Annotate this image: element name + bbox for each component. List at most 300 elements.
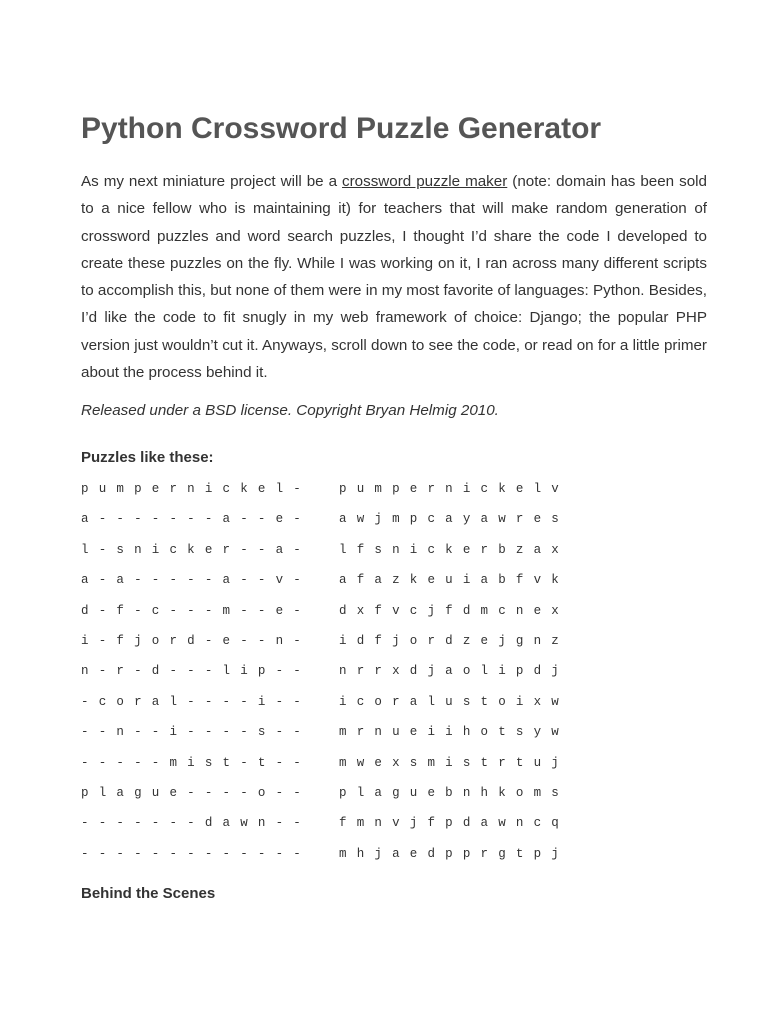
grid-cell: n [134,542,142,557]
grid-cell: e [533,603,542,618]
grid-cell: a [480,512,489,527]
grid-cell: p [81,482,89,496]
grid-cell: - [98,512,107,527]
grid-cell: g [134,785,142,800]
grid-cell: e [427,573,435,588]
grid-cell: n [257,816,266,831]
grid-cell: s [462,694,471,709]
grid-cell: f [374,633,382,648]
grid-cell: a [81,573,89,588]
grid-cell: u [409,785,418,800]
crossword-row [81,509,311,539]
grid-cell: - [204,694,213,709]
grid-cell: - [169,512,177,527]
grid-cell: s [257,725,266,740]
grid-cell: r [169,482,177,496]
grid-cell: e [151,482,160,496]
grid-cell: p [339,482,347,496]
grid-cell: k [551,573,559,588]
grid-cell: e [409,482,418,496]
grid-cell: d [533,664,542,679]
grid-cell: e [222,633,231,648]
grid-cell: - [240,573,248,588]
grid-cell: - [240,846,248,861]
grid-cell: - [81,816,89,831]
grid-cell: e [409,846,418,861]
grid-cell: w [240,816,248,831]
grid-cell: - [134,664,142,679]
grid-cell: l [339,542,347,557]
intro-text-after: (note: domain has been sold to a nice fellow who is maintaining it) for teachers that will make random generation of crossword puzzles and word search puzzles, I thought I’d share the code I developed to create these puzzles on the fly. While I was working on it, I ran across many different scripts to accomplish this, but none of them were in my most favorite of languages: Python. Besides, I’d like the code to fit snugly in my web framework of choice: Django; the popular PHP version just wouldn’t cut it. Anyways, scroll down to see the code, or read on for a little primer about the process behind it. [81,173,707,382]
grid-cell: - [98,633,107,648]
grid-cell: p [134,482,142,496]
grid-cell: s [551,785,559,800]
grid-cell: j [392,633,400,648]
intro-text-before: As my next miniature project will be a [81,173,343,190]
grid-cell: x [392,664,400,679]
grid-cell: d [462,816,471,831]
grid-cell: - [169,664,177,679]
intro-paragraph [81,168,707,386]
wordsearch-row [339,783,569,813]
grid-cell: - [293,755,301,770]
grid-cell: p [257,664,266,679]
grid-cell: n [462,785,471,800]
grid-cell: r [515,512,524,527]
grid-cell: x [551,603,559,618]
grid-cell: z [551,633,559,648]
grid-cell: k [445,542,453,557]
grid-cell: u [445,573,453,588]
grid-cell: - [169,573,177,588]
grid-cell: m [427,755,435,770]
grid-cell: - [222,694,231,709]
grid-cell: e [427,785,435,800]
grid-cell: v [392,816,400,831]
grid-cell: - [134,755,142,770]
crossword-row [81,601,311,631]
grid-cell: a [222,573,231,588]
grid-cell: p [81,785,89,800]
grid-cell: - [293,785,301,800]
grid-cell: j [551,846,559,861]
grid-cell: - [240,785,248,800]
grid-cell: h [480,785,489,800]
grid-cell: i [257,694,266,709]
wordsearch-row [339,813,569,843]
grid-cell: a [480,816,489,831]
grid-cell: - [151,816,160,831]
grid-cell: c [409,603,418,618]
grid-cell: - [275,664,284,679]
grid-cell: w [498,816,506,831]
grid-cell: n [81,664,89,679]
grid-cell: m [374,482,382,496]
grid-cell: i [81,633,89,648]
grid-cell: - [275,816,284,831]
grid-cell: d [427,846,435,861]
grid-cell: - [116,846,124,861]
grid-cell: - [187,664,195,679]
grid-cell: i [339,694,347,709]
grid-cell: a [151,694,160,709]
grid-cell: u [445,694,453,709]
grid-cell: f [356,542,365,557]
grid-cell: n [374,725,382,740]
grid-cell: r [356,664,365,679]
grid-cell: - [98,816,107,831]
grid-cell: l [98,785,107,800]
crossword-row [81,540,311,570]
grid-cell: - [240,633,248,648]
grid-cell: p [462,846,471,861]
grid-cell: z [392,573,400,588]
grid-cell: k [240,482,248,496]
grid-cell: c [427,512,435,527]
wordsearch-row [339,540,569,570]
grid-cell: l [480,664,489,679]
grid-cell: - [151,573,160,588]
crossword-row [81,479,311,509]
grid-cell: e [169,785,177,800]
grid-cell: - [116,512,124,527]
grid-cell: e [275,603,284,618]
grid-cell: w [356,755,365,770]
grid-cell: p [445,846,453,861]
grid-cell: y [462,512,471,527]
grid-cell: - [275,755,284,770]
grid-cell: p [392,482,400,496]
grid-cell: e [462,542,471,557]
grid-cell: p [445,816,453,831]
grid-cell: l [356,785,365,800]
grid-cell: - [204,846,213,861]
grid-cell: c [533,816,542,831]
grid-cell: i [445,755,453,770]
grid-cell: - [169,816,177,831]
grid-cell: f [356,573,365,588]
grid-cell: j [427,603,435,618]
grid-cell: - [98,573,107,588]
grid-cell: e [409,725,418,740]
grid-cell: n [187,482,195,496]
grid-cell: o [116,694,124,709]
grid-cell: j [409,816,418,831]
grid-cell: - [204,664,213,679]
grid-cell: - [151,512,160,527]
grid-cell: z [515,542,524,557]
grid-cell: r [169,633,177,648]
crossword-row [81,753,311,783]
grid-cell: - [81,846,89,861]
grid-cell: a [480,573,489,588]
grid-cell: - [293,482,301,496]
grid-cell: a [533,542,542,557]
grid-cell: n [515,816,524,831]
grid-cell: j [374,512,382,527]
grid-cell: - [98,846,107,861]
grid-cell: k [409,573,418,588]
grid-cell: - [187,512,195,527]
grid-cell: - [134,573,142,588]
grid-cell: a [392,846,400,861]
grid-cell: - [151,846,160,861]
grid-cell: - [293,694,301,709]
grid-cell: - [275,694,284,709]
grid-cell: u [392,725,400,740]
grid-cell: f [515,573,524,588]
license-note: Released under a BSD license. Copyright Bryan Helmig 2010. [81,402,499,419]
grid-cell: p [409,512,418,527]
wordsearch-row [339,509,569,539]
grid-cell: i [151,542,160,557]
grid-cell: m [392,512,400,527]
grid-cell: l [169,694,177,709]
grid-cell: - [98,542,107,557]
grid-cell: - [293,725,301,740]
grid-cell: - [240,725,248,740]
grid-cell: - [169,603,177,618]
grid-cell: - [151,725,160,740]
grid-cell: a [116,785,124,800]
grid-cell: j [374,846,382,861]
wordsearch-row [339,601,569,631]
grid-cell: - [116,755,124,770]
grid-cell: r [116,664,124,679]
grid-cell: r [222,542,231,557]
grid-cell: - [81,694,89,709]
grid-cell: e [515,482,524,496]
grid-cell: - [187,816,195,831]
grid-cell: - [240,603,248,618]
wordsearch-row [339,844,569,874]
grid-cell: r [356,725,365,740]
crossword-row [81,783,311,813]
grid-cell: m [169,755,177,770]
grid-cell: - [204,573,213,588]
grid-cell: - [134,816,142,831]
grid-cell: r [427,482,435,496]
grid-cell: - [204,785,213,800]
grid-cell: s [204,755,213,770]
grid-cell: a [222,816,231,831]
grid-cell: w [551,694,559,709]
grid-cell: - [81,725,89,740]
grid-cell: d [151,664,160,679]
grid-cell: n [339,664,347,679]
grid-cell: - [257,512,266,527]
grid-cell: w [498,512,506,527]
grid-cell: n [116,725,124,740]
grid-cell: i [187,755,195,770]
grid-cell: a [374,785,382,800]
grid-cell: p [339,785,347,800]
grid-cell: - [240,694,248,709]
grid-cell: - [98,725,107,740]
grid-cell: i [445,725,453,740]
grid-cell: - [293,603,301,618]
grid-cell: r [480,542,489,557]
grid-cell: s [374,542,382,557]
wordsearch-row [339,692,569,722]
grid-cell: - [222,785,231,800]
grid-cell: - [240,542,248,557]
grid-cell: j [134,633,142,648]
grid-cell: q [551,816,559,831]
grid-cell: c [222,482,231,496]
grid-cell: - [169,846,177,861]
grid-cell: f [445,603,453,618]
grid-cell: u [356,482,365,496]
grid-cell: i [409,542,418,557]
grid-cell: m [116,482,124,496]
grid-cell: d [356,633,365,648]
grid-cell: s [409,755,418,770]
grid-cell: i [339,633,347,648]
grid-cell: m [339,755,347,770]
grid-cell: u [151,785,160,800]
grid-cell: - [116,816,124,831]
grid-cell: s [116,542,124,557]
grid-cell: r [480,846,489,861]
grid-cell: o [480,725,489,740]
grid-cell: v [275,573,284,588]
grid-cell: a [275,542,284,557]
grid-cell: u [533,755,542,770]
grid-cell: s [515,725,524,740]
grid-cell: - [98,603,107,618]
grid-cell: v [392,603,400,618]
grid-cell: - [187,694,195,709]
grid-cell: d [204,816,213,831]
grid-cell: e [257,482,266,496]
grid-cell: x [356,603,365,618]
behind-the-scenes-heading: Behind the Scenes [81,885,216,902]
grid-cell: - [134,725,142,740]
grid-cell: c [356,694,365,709]
grid-cell: i [427,725,435,740]
crossword-row [81,722,311,752]
grid-cell: - [293,512,301,527]
grid-cell: - [257,846,266,861]
grid-cell: - [240,512,248,527]
grid-cell: p [533,846,542,861]
grid-cell: y [533,725,542,740]
grid-cell: m [480,603,489,618]
grid-cell: j [498,633,506,648]
grid-cell: t [515,846,524,861]
grid-cell: f [374,603,382,618]
grid-cell: l [275,482,284,496]
crossword-row [81,570,311,600]
puzzles-heading: Puzzles like these: [81,449,214,466]
grid-cell: - [187,785,195,800]
grid-cell: g [392,785,400,800]
grid-cell: - [187,573,195,588]
grid-cell: - [240,755,248,770]
grid-cell: j [551,755,559,770]
grid-cell: f [339,816,347,831]
wordsearch-row [339,753,569,783]
grid-cell: - [187,603,195,618]
grid-cell: x [392,755,400,770]
grid-cell: a [339,573,347,588]
grid-cell: a [81,512,89,527]
grid-cell: h [356,846,365,861]
grid-cell: x [551,542,559,557]
grid-cell: o [462,664,471,679]
grid-cell: k [498,482,506,496]
grid-cell: e [275,512,284,527]
grid-cell: o [409,633,418,648]
grid-cell: - [257,542,266,557]
grid-cell: a [409,694,418,709]
grid-cell: e [480,633,489,648]
grid-cell: - [293,573,301,588]
grid-cell: l [81,542,89,557]
grid-cell: - [134,603,142,618]
grid-cell: n [374,816,382,831]
grid-cell: f [116,603,124,618]
grid-cell: j [551,664,559,679]
grid-cell: r [498,755,506,770]
crossword-row [81,844,311,874]
grid-cell: k [187,542,195,557]
wordsearch-row [339,631,569,661]
grid-cell: m [339,846,347,861]
grid-cell: z [462,633,471,648]
grid-cell: t [480,755,489,770]
grid-cell: l [222,664,231,679]
grid-cell: a [374,573,382,588]
page-title: Python Crossword Puzzle Generator [81,112,602,145]
grid-cell: u [98,482,107,496]
grid-cell: d [445,633,453,648]
grid-cell: - [187,725,195,740]
grid-cell: n [392,542,400,557]
grid-cell: n [533,633,542,648]
grid-cell: d [409,664,418,679]
grid-cell: - [134,512,142,527]
crossword-grid [81,479,311,874]
grid-cell: - [134,846,142,861]
grid-cell: k [498,785,506,800]
grid-cell: - [81,755,89,770]
grid-cell: - [98,755,107,770]
grid-cell: - [293,816,301,831]
grid-cell: c [480,482,489,496]
grid-cell: e [204,542,213,557]
crossword-puzzle-maker-link[interactable]: crossword puzzle maker [342,173,508,190]
wordsearch-row [339,722,569,752]
grid-cell: o [498,694,506,709]
grid-cell: - [187,846,195,861]
grid-cell: m [356,816,365,831]
grid-cell: o [257,785,266,800]
grid-cell: n [445,482,453,496]
grid-cell: j [427,664,435,679]
grid-cell: - [151,755,160,770]
grid-cell: c [151,603,160,618]
grid-cell: w [551,725,559,740]
grid-cell: b [445,785,453,800]
grid-cell: m [339,725,347,740]
grid-cell: - [204,725,213,740]
grid-cell: c [498,603,506,618]
grid-cell: i [204,482,213,496]
grid-cell: d [81,603,89,618]
grid-cell: a [445,664,453,679]
